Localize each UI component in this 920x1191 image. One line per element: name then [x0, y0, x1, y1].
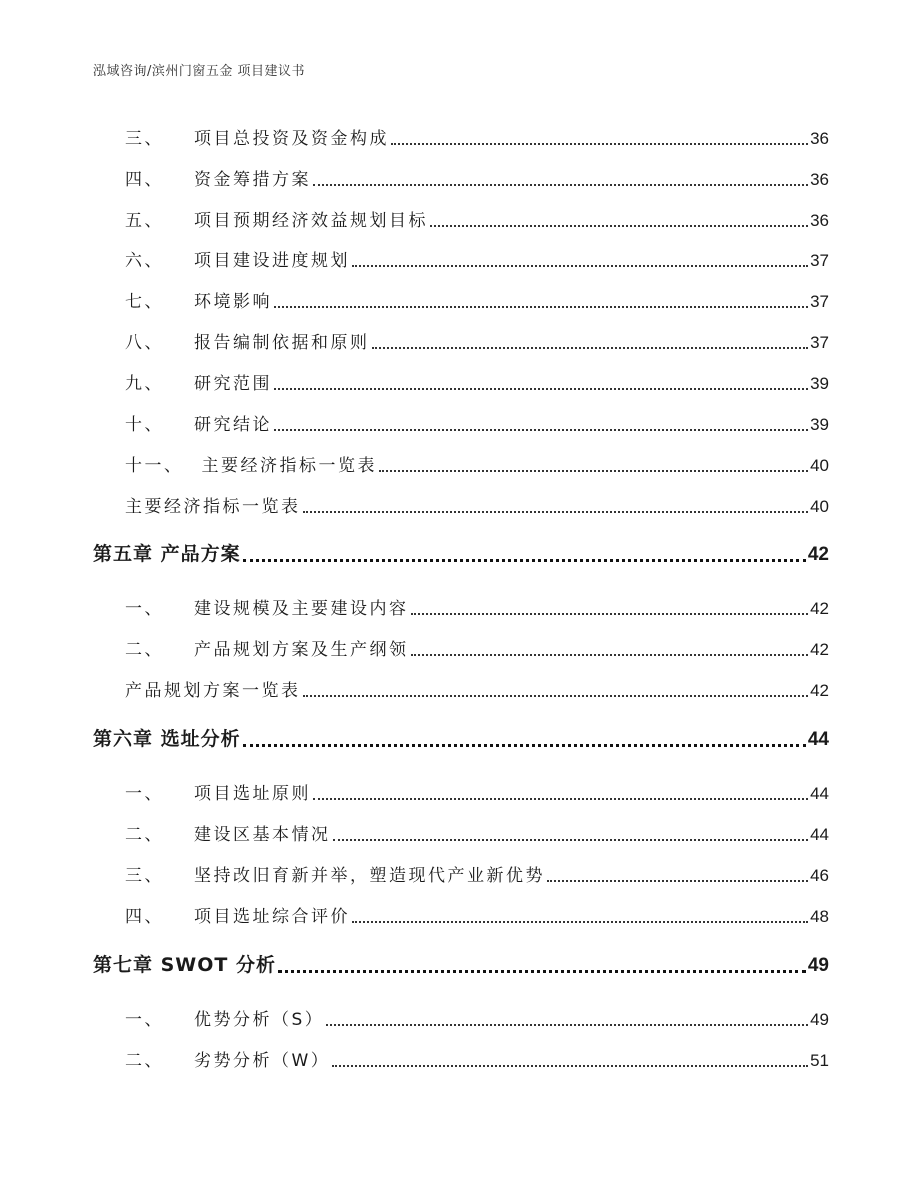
toc-entry-number: 三、	[125, 866, 164, 886]
toc-entry-page: 44	[810, 784, 829, 803]
toc-entry-title	[125, 779, 311, 804]
toc-entry-number: 五、	[125, 211, 164, 231]
toc-entry-page: 44	[810, 825, 829, 844]
toc-entry-title	[125, 246, 350, 271]
toc-entry-title	[125, 165, 311, 190]
dot-leader	[243, 744, 806, 747]
toc-entry-number: 四、	[125, 170, 164, 190]
toc-entry[interactable]	[125, 203, 829, 231]
toc-entry-text: 项目选址综合评价	[194, 907, 350, 927]
toc-entry-text: 项目预期经济效益规划目标	[194, 211, 428, 231]
dot-leader	[274, 429, 808, 431]
toc-entry[interactable]	[125, 325, 829, 353]
toc-entry-page: 39	[810, 374, 829, 393]
toc-entry-text: 产品规划方案一览表	[125, 681, 301, 701]
toc-entry[interactable]	[125, 162, 829, 190]
toc-entry[interactable]	[125, 899, 829, 927]
toc-chapter[interactable]	[93, 723, 829, 751]
toc-entry[interactable]	[125, 1002, 829, 1030]
toc-entry-text: 劣势分析（W）	[194, 1051, 331, 1071]
toc-entry[interactable]	[125, 858, 829, 886]
toc-entry[interactable]	[125, 673, 829, 701]
toc-entry-text: 报告编制依据和原则	[194, 333, 370, 353]
toc-entry-number: 二、	[125, 640, 164, 660]
toc-entry-page: 37	[810, 292, 829, 311]
toc-entry-title	[125, 451, 377, 476]
toc-entry[interactable]	[125, 121, 829, 149]
toc-chapter[interactable]	[93, 538, 829, 566]
dot-leader	[274, 306, 808, 308]
toc-entry-text: 环境影响	[194, 292, 272, 312]
toc-entry-title	[125, 861, 545, 886]
dot-leader	[333, 839, 809, 841]
toc-entry-text: 主要经济指标一览表	[125, 497, 301, 517]
toc-chapter-page: 49	[807, 955, 829, 976]
toc-entry-page: 36	[810, 211, 829, 230]
toc-chapter-page: 44	[807, 729, 829, 750]
toc-entry-title	[125, 676, 301, 701]
toc-entry[interactable]	[125, 776, 829, 804]
toc-entry-page: 42	[810, 640, 829, 659]
toc-entry-number: 二、	[125, 1051, 164, 1071]
toc-entry-text: 建设规模及主要建设内容	[194, 599, 409, 619]
toc-chapter[interactable]	[93, 949, 829, 977]
toc-entry[interactable]	[125, 591, 829, 619]
dot-leader	[243, 559, 806, 562]
toc-entry-text: 项目总投资及资金构成	[194, 129, 389, 149]
toc-entry[interactable]	[125, 448, 829, 476]
toc-entry-number: 一、	[125, 784, 164, 804]
toc-entry-page: 51	[810, 1051, 829, 1070]
toc-entry-text: 研究范围	[194, 374, 272, 394]
toc-entry-number: 十、	[125, 415, 164, 435]
toc-entry-title	[125, 124, 389, 149]
toc-chapter-page: 42	[807, 544, 829, 565]
toc-entry-page: 42	[810, 599, 829, 618]
dot-leader	[303, 695, 809, 697]
dot-leader	[332, 1065, 808, 1067]
toc-entry[interactable]	[125, 243, 829, 271]
dot-leader	[278, 970, 806, 973]
dot-leader	[391, 143, 808, 145]
toc-entry-title	[125, 1046, 330, 1071]
toc-entry-page: 36	[810, 129, 829, 148]
toc-entry-number: 九、	[125, 374, 164, 394]
toc-entry-title	[125, 206, 428, 231]
dot-leader	[274, 388, 808, 390]
toc-entry-number: 十一、	[125, 456, 184, 476]
toc-entry[interactable]	[125, 817, 829, 845]
toc-entry[interactable]	[125, 284, 829, 312]
toc-entry-title	[125, 1005, 324, 1030]
toc-entry-title	[125, 410, 272, 435]
toc-entry[interactable]	[125, 407, 829, 435]
dot-leader	[411, 654, 809, 656]
toc-entry-page: 48	[810, 907, 829, 926]
dot-leader	[379, 470, 808, 472]
toc-entry-title	[125, 635, 409, 660]
dot-leader	[352, 921, 808, 923]
toc-entry-text: 建设区基本情况	[194, 825, 331, 845]
toc-entry-page: 37	[810, 333, 829, 352]
toc-entry-page: 49	[810, 1010, 829, 1029]
toc-entry-title	[125, 820, 331, 845]
dot-leader	[313, 798, 808, 800]
toc-entry-page: 46	[810, 866, 829, 885]
toc-entry[interactable]	[125, 632, 829, 660]
toc-entry-number: 一、	[125, 599, 164, 619]
dot-leader	[352, 265, 808, 267]
toc-chapter-title: 第七章 SWOT 分析	[93, 954, 276, 976]
toc-entry-title	[125, 492, 301, 517]
toc-entry-page: 37	[810, 251, 829, 270]
dot-leader	[430, 225, 808, 227]
toc-entry-number: 四、	[125, 907, 164, 927]
dot-leader	[547, 880, 808, 882]
toc-entry-text: 项目选址原则	[194, 784, 311, 804]
toc-entry-text: 研究结论	[194, 415, 272, 435]
dot-leader	[313, 184, 808, 186]
toc-entry-text: 项目建设进度规划	[194, 251, 350, 271]
toc-chapter-title: 第五章 产品方案	[93, 543, 241, 565]
toc-entry-page: 40	[810, 456, 829, 475]
dot-leader	[326, 1024, 808, 1026]
toc-entry-number: 三、	[125, 129, 164, 149]
toc-entry-text: 坚持改旧育新并举，塑造现代产业新优势	[194, 866, 545, 886]
toc-chapter-title: 第六章 选址分析	[93, 728, 241, 750]
toc-entry-number: 六、	[125, 251, 164, 271]
toc-entry-text: 优势分析（S）	[194, 1010, 325, 1030]
toc-entry-number: 二、	[125, 825, 164, 845]
toc-entry[interactable]	[125, 1043, 829, 1071]
toc-entry-title	[125, 328, 370, 353]
toc-entry-page: 42	[810, 681, 829, 700]
running-header: 泓域咨询/滨州门窗五金 项目建议书	[93, 64, 306, 79]
toc-entry-page: 39	[810, 415, 829, 434]
toc-entry-title	[125, 287, 272, 312]
dot-leader	[303, 511, 809, 513]
dot-leader	[372, 347, 809, 349]
toc-entry-page: 36	[810, 170, 829, 189]
toc-entry-text: 主要经济指标一览表	[201, 456, 377, 476]
toc-entry[interactable]	[125, 489, 829, 517]
toc-entry-number: 八、	[125, 333, 164, 353]
toc-entry-number: 一、	[125, 1010, 164, 1030]
toc-entry-title	[125, 902, 350, 927]
dot-leader	[411, 613, 809, 615]
toc-entry-title	[125, 594, 409, 619]
toc-entry-page: 40	[810, 497, 829, 516]
toc-entry-title	[125, 369, 272, 394]
toc-entry-text: 资金筹措方案	[194, 170, 311, 190]
toc-entry[interactable]	[125, 366, 829, 394]
toc-entry-number: 七、	[125, 292, 164, 312]
toc-entry-text: 产品规划方案及生产纲领	[194, 640, 409, 660]
